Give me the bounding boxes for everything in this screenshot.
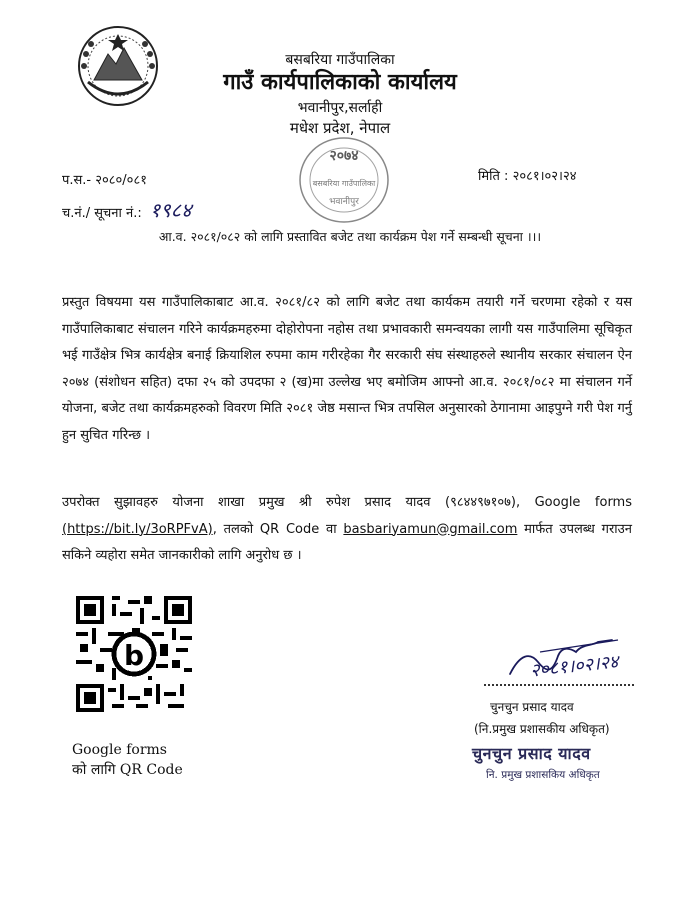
- qr-caption: [72, 740, 183, 780]
- chalani-value: १९८४: [149, 198, 192, 222]
- qr-code[interactable]: [76, 596, 192, 712]
- para2-text-b: , तलको QR Code वा: [212, 521, 344, 537]
- patra-sankhya: प.स.- २०८०/०८१: [62, 173, 147, 188]
- seal-title: नि. प्रमुख प्रशासकिय अधिकृत: [486, 769, 600, 781]
- svg-text:b: b: [123, 638, 145, 672]
- seal-name: चुनचुन प्रसाद यादव: [472, 744, 591, 763]
- office-location: भवानीपुर,सर्लाही: [297, 100, 383, 116]
- office-stamp: [296, 134, 392, 226]
- qr-caption-line-1: Google forms: [72, 742, 167, 758]
- chalani-number: [62, 196, 191, 223]
- stamp-year: २०७४: [329, 148, 359, 164]
- office-province: मधेश प्रदेश, नेपाल: [289, 119, 391, 137]
- signatory-title: (नि.प्रमुख प्रशासकीय अधिकृत): [474, 722, 610, 736]
- body-paragraph-1: प्रस्तुत विषयमा यस गाउँपालिकाबाट आ.व. २०८१/८२ को लागि बजेट तथा कार्यकम तयारी गर्ने चरणमा रहेको र यस गाउँपालिकाबाट संचालन गरिने कार्यक्रमहरुमा दोहोरोपना नहोस तथा प्रभावकारी समन्वयका लागी यस गाउँपालिमा सूचिकृत भई गाउँक्षेत्र भित्र कार्यक्षेत्र बनाई क्रियाशिल रुपमा काम गरीरहेका गैर सरकारी संघ संस्थाहरुले स्थानीय सरकार संचालन ऐन २०७४ (संशोधन सहित) दफा २५ को उपदफा २ (ख)मा उल्लेख भए बमोजिम आफ्नो आ.व. २०८१/०८२ मा संचालन गर्ने योजना, बजेट तथा कार्यक्रमहरुको विवरण मिति २०८१ जेष्ठ मसान्त भित्र तपसिल अनुसारको ठेगानामा आइपुग्ने गरी पेश गर्नु हुन सुचित गरिन्छ ।: [62, 295, 632, 443]
- email-link[interactable]: basbariyamun@gmail.com: [343, 521, 518, 537]
- para2-text-c: मार्फत उपलब्ध गराउन सकिने व्यहोरा समेत जानकारीको लागि अनुरोध छ ।: [62, 521, 632, 563]
- office-title: गाउँ कार्यपालिकाको कार्यालय: [223, 70, 457, 95]
- notice-subject: आ.व. २०८१/०८२ को लागि प्रस्तावित बजेट तथा कार्यक्रम पेश गर्ने सम्बन्धी सूचना ।।।: [158, 229, 542, 244]
- nepal-emblem-icon: [76, 24, 160, 108]
- signature-line: [484, 684, 634, 686]
- stamp-place: भवानीपुर: [329, 197, 359, 207]
- issue-date: मिति : २०८१।०२।२४: [478, 169, 577, 184]
- stamp-municipality: बसबरिया गाउँपालिका: [312, 179, 376, 188]
- chalani-label: च.नं./ सूचना नं.:: [62, 206, 142, 221]
- municipality-name: बसबरिया गाउँपालिका: [285, 52, 395, 68]
- google-forms-link[interactable]: (https://bit.ly/3oRPFvA): [62, 521, 213, 537]
- signature-date: २०८१।०२।२४: [529, 651, 620, 682]
- signatory-name: चुनचुन प्रसाद यादव: [490, 700, 574, 714]
- para2-text-a: उपरोक्त सुझावहरु योजना शाखा प्रमुख श्री रुपेश प्रसाद यादव (९८४४९७१०७), Google forms: [62, 495, 632, 510]
- qr-caption-line-2: को लागि QR Code: [72, 762, 183, 778]
- body-paragraph-2: [62, 490, 632, 570]
